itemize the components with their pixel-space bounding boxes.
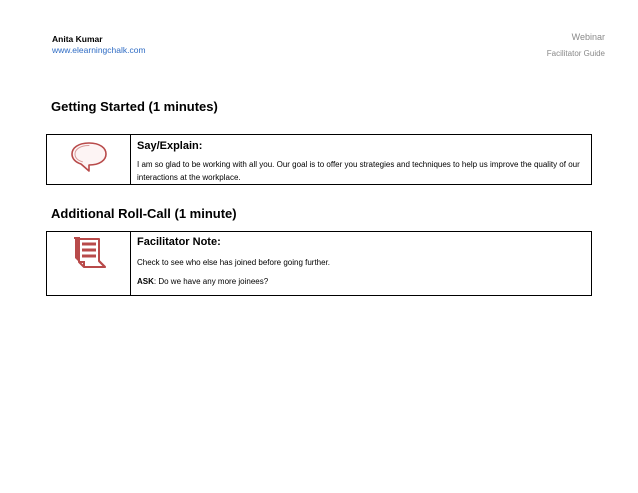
header-right: [547, 31, 605, 60]
say-explain-heading: Say/Explain:: [137, 140, 203, 152]
author-name: Anita Kumar: [52, 34, 103, 44]
header-left: [52, 34, 146, 56]
say-explain-icon-cell: [47, 135, 131, 184]
section-title-getting-started: Getting Started (1 minutes): [51, 99, 218, 114]
document-type: Webinar: [571, 32, 605, 42]
facilitator-note-block: [46, 231, 592, 296]
ask-label: ASK: [137, 277, 154, 286]
facilitator-note-icon-cell: [47, 232, 131, 295]
website-link[interactable]: www.elearningchalk.com: [52, 45, 146, 55]
document-subtitle: Facilitator Guide: [546, 49, 605, 58]
ask-text: : Do we have any more joinees?: [153, 277, 269, 286]
note-scroll-icon: [70, 234, 108, 272]
facilitator-note-ask: [137, 276, 581, 287]
say-explain-block: [46, 134, 592, 185]
speech-bubble-icon: [68, 140, 110, 174]
facilitator-note-text-cell: [131, 232, 591, 295]
facilitator-note-check: Check to see who else has joined before going further.: [137, 258, 331, 267]
facilitator-note-heading: Facilitator Note:: [137, 236, 221, 248]
say-explain-body: I am so glad to be working with all you. Our goal is to offer you strategies and techniques to help us improve the quality of our interactions at the workplace.: [137, 160, 580, 182]
section-title-roll-call: Additional Roll-Call (1 minute): [51, 206, 237, 221]
say-explain-text-cell: [131, 135, 591, 184]
